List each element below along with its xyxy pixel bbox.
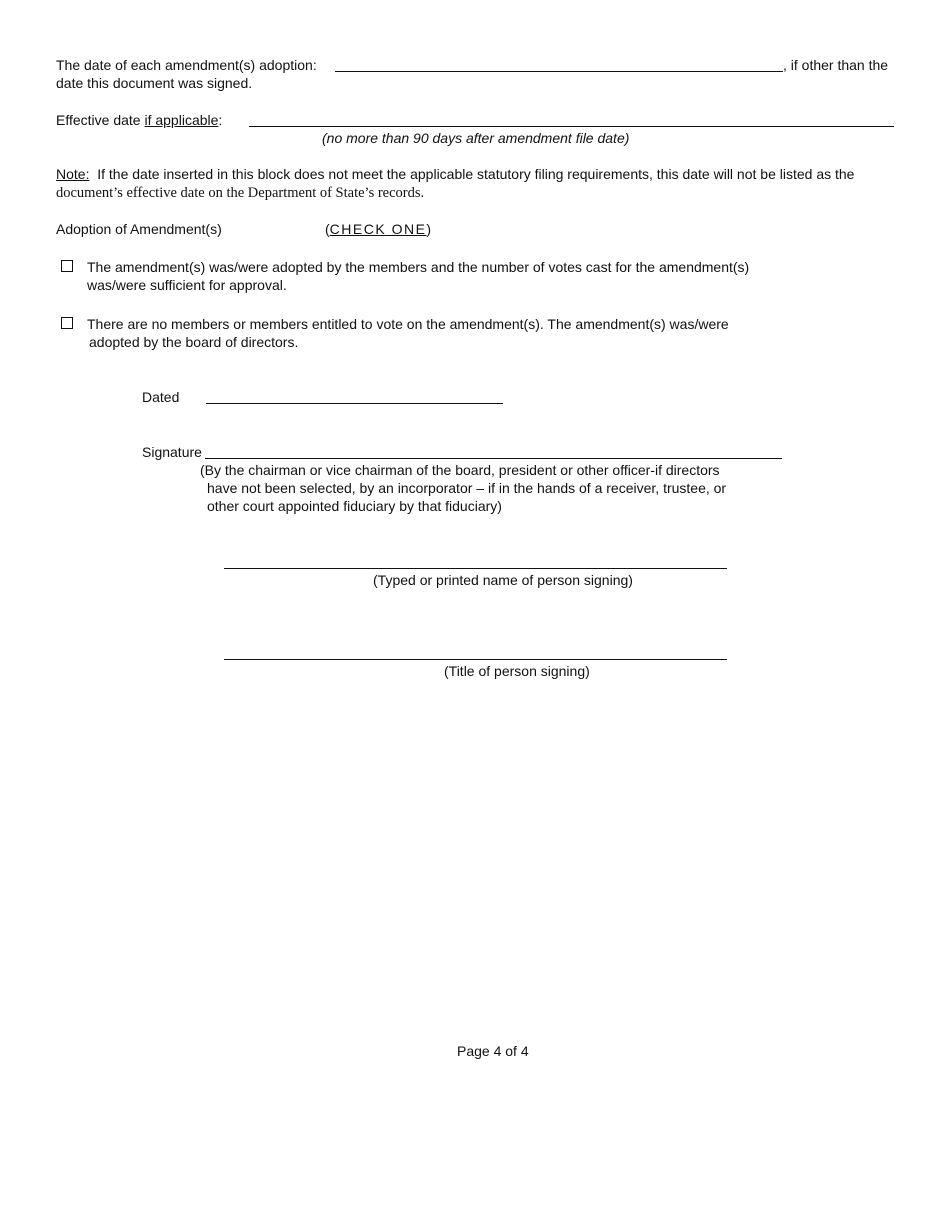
printed-name-field[interactable]: [224, 568, 727, 569]
signature-note-line-1: (By the chairman or vice chairman of the board, president or other officer-if directors: [200, 462, 720, 478]
effective-date-label: [56, 111, 222, 129]
adoption-date-label: The date of each amendment(s) adoption:: [56, 57, 317, 73]
signature-field[interactable]: [205, 458, 782, 459]
board-adoption-checkbox[interactable]: [61, 317, 73, 329]
effective-date-field[interactable]: [249, 126, 894, 127]
note-label: Note:: [56, 166, 90, 182]
dated-label: Dated: [142, 389, 180, 405]
signature-note-line-2: have not been selected, by an incorporator – if in the hands of a receiver, trustee, or: [207, 480, 727, 496]
adoption-date-suffix: , if other than the: [783, 57, 889, 73]
members-vote-checkbox[interactable]: [61, 260, 73, 272]
note-line-1: [56, 165, 854, 183]
effective-date-hint: (no more than 90 days after amendment file date): [322, 130, 630, 146]
dated-field[interactable]: [206, 403, 503, 404]
printed-name-caption: (Typed or printed name of person signing): [373, 572, 633, 588]
note-text-1: If the date inserted in this block does not meet the applicable statutory filing requirements, this date will not be listed as the: [97, 166, 855, 182]
adoption-method-label: Adoption of Amendment(s): [56, 221, 222, 237]
signature-note-line-3: other court appointed fiduciary by that fiduciary): [207, 498, 502, 514]
check-one-instruction: [325, 220, 431, 238]
check-one-paren-close: ): [426, 221, 432, 237]
note-line-2: document’s effective date on the Department of State’s records.: [56, 185, 425, 201]
option-1-line-2: was/were sufficient for approval.: [87, 277, 287, 293]
option-1-line-1: The amendment(s) was/were adopted by the members and the number of votes cast for the amendment(s): [87, 259, 750, 275]
page-number: Page 4 of 4: [457, 1043, 529, 1059]
signature-label: Signature: [142, 444, 202, 460]
effective-date-label-colon: :: [218, 112, 223, 128]
option-2-line-2: adopted by the board of directors.: [89, 334, 299, 350]
effective-date-label-underlined: if applicable: [144, 112, 219, 128]
check-one-paren-open: (: [325, 221, 330, 237]
effective-date-label-prefix: Effective date: [56, 112, 145, 128]
check-one-label: CHECK ONE: [329, 221, 427, 237]
adoption-date-continuation: date this document was signed.: [56, 75, 253, 91]
title-caption: (Title of person signing): [444, 663, 590, 679]
adoption-date-field[interactable]: [335, 71, 783, 72]
title-field[interactable]: [224, 659, 727, 660]
option-2-line-1: There are no members or members entitled to vote on the amendment(s). The amendment(s) was/were: [87, 316, 729, 332]
